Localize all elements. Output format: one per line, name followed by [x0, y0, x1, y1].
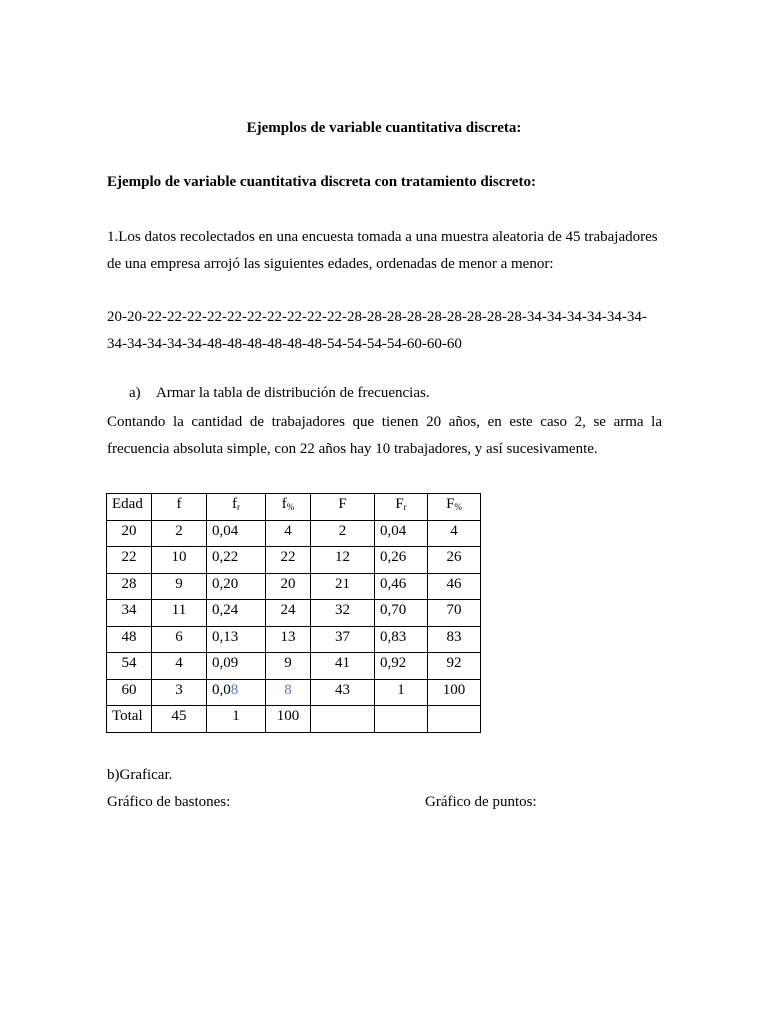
list-item-a — [129, 385, 430, 402]
table-cell: 0,09 — [207, 653, 266, 680]
table-cell: 70 — [428, 600, 481, 627]
table-cell: 60 — [107, 679, 152, 706]
table-row — [107, 679, 481, 706]
table-cell: 4 — [428, 520, 481, 547]
table-cell — [428, 706, 481, 733]
header-f: f — [152, 494, 207, 521]
header-Fp: $F_{\%}$ — [428, 494, 481, 521]
table-cell: 12 — [311, 547, 375, 574]
table-cell: 22 — [107, 547, 152, 574]
data-line-2: 34-34-34-34-34-48-48-48-48-48-48-54-54-54-54-60-60-60 — [107, 336, 462, 352]
table-row — [107, 520, 481, 547]
highlighted-digit: 8 — [230, 681, 239, 698]
table-total-row — [107, 706, 481, 733]
table-cell: 2 — [152, 520, 207, 547]
table-cell: 10 — [152, 547, 207, 574]
table-cell: 32 — [311, 600, 375, 627]
table-cell: 48 — [107, 626, 152, 653]
table-cell: 0,04 — [207, 520, 266, 547]
table-cell: 34 — [107, 600, 152, 627]
intro-paragraph: 1.Los datos recolectados en una encuesta tomada a una muestra aleatoria de 45 trabajadores de una empresa arrojó las siguientes edades, ordenadas de menor a menor: — [107, 229, 658, 272]
table-cell: 21 — [311, 573, 375, 600]
header-Fr: $F_r$ — [375, 494, 428, 521]
table-cell: 9 — [152, 573, 207, 600]
table-cell: 0,08 — [207, 679, 266, 706]
table-cell: 26 — [428, 547, 481, 574]
table-cell: 41 — [311, 653, 375, 680]
table-row — [107, 653, 481, 680]
table-cell — [375, 706, 428, 733]
table-cell: 0,24 — [207, 600, 266, 627]
section-subtitle: Ejemplo de variable cuantitativa discreta con tratamiento discreto: — [107, 174, 536, 190]
table-cell: 20 — [266, 573, 311, 600]
table-cell: 0,04 — [375, 520, 428, 547]
table-cell: 0,70 — [375, 600, 428, 627]
table-cell: 24 — [266, 600, 311, 627]
table-cell: 46 — [428, 573, 481, 600]
table-cell — [311, 706, 375, 733]
page-title: Ejemplos de variable cuantitativa discreta: — [246, 120, 522, 136]
data-sequence — [107, 304, 662, 358]
table-cell: 13 — [266, 626, 311, 653]
table-cell: 100 — [266, 706, 311, 733]
table-cell: 2 — [311, 520, 375, 547]
table-cell: 0,13 — [207, 626, 266, 653]
table-cell: 0,20 — [207, 573, 266, 600]
table-cell: 83 — [428, 626, 481, 653]
table-row — [107, 600, 481, 627]
grafico-puntos-label: Gráfico de puntos: — [425, 794, 537, 810]
total-label: Total — [107, 706, 152, 733]
table-row — [107, 547, 481, 574]
table-row — [107, 626, 481, 653]
table-cell: 0,83 — [375, 626, 428, 653]
table-cell: 9 — [266, 653, 311, 680]
table-cell: 1 — [207, 706, 266, 733]
section-b-title: b)Graficar. — [107, 767, 173, 783]
table-cell: 11 — [152, 600, 207, 627]
table-cell: 28 — [107, 573, 152, 600]
table-cell: 54 — [107, 653, 152, 680]
table-cell: 4 — [152, 653, 207, 680]
table-cell: 20 — [107, 520, 152, 547]
list-item-text: Armar la tabla de distribución de frecuencias. — [155, 385, 430, 401]
table-cell: 92 — [428, 653, 481, 680]
table-cell: 0,46 — [375, 573, 428, 600]
frequency-table — [106, 493, 481, 733]
table-cell: 22 — [266, 547, 311, 574]
highlighted-cell: 8 — [266, 679, 311, 706]
table-cell: 1 — [375, 679, 428, 706]
table-cell: 0,92 — [375, 653, 428, 680]
header-F: F — [311, 494, 375, 521]
header-fp: $f_{\%}$ — [266, 494, 311, 521]
table-cell: 4 — [266, 520, 311, 547]
table-cell: 37 — [311, 626, 375, 653]
table-cell: 43 — [311, 679, 375, 706]
data-line-1: 20-20-22-22-22-22-22-22-22-22-22-22-28-28-28-28-28-28-28-28-28-34-34-34-34-34-34- — [107, 309, 647, 325]
table-cell: 45 — [152, 706, 207, 733]
header-edad: Edad — [107, 494, 152, 521]
table-cell: 3 — [152, 679, 207, 706]
table-cell: 6 — [152, 626, 207, 653]
table-cell: 100 — [428, 679, 481, 706]
header-fr: $f_r$ — [207, 494, 266, 521]
table-cell: 0,22 — [207, 547, 266, 574]
list-item-label: a) — [129, 385, 141, 401]
grafico-bastones-label: Gráfico de bastones: — [107, 794, 231, 810]
table-cell: 0,26 — [375, 547, 428, 574]
explanation-paragraph: Contando la cantidad de trabajadores que tienen 20 años, en este caso 2, se arma la frecuencia absoluta simple, con 22 años hay 10 trabajadores, y así sucesivamente. — [107, 414, 662, 457]
table-header-row — [107, 494, 481, 521]
table-row — [107, 573, 481, 600]
